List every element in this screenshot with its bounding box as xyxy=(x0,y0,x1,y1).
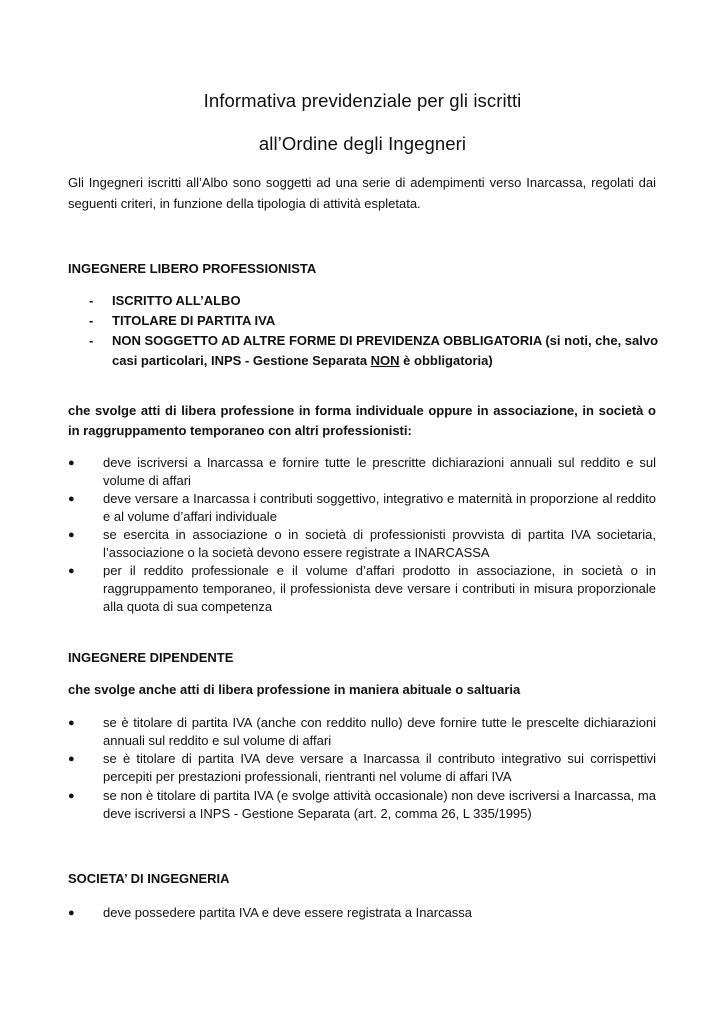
dash-list-item xyxy=(89,331,659,371)
dash-item-text: TITOLARE DI PARTITA IVA xyxy=(112,313,276,328)
bullet-item-text: per il reddito professionale e il volume d’affari prodotto in associazione, in società o in raggruppamento temporaneo, il professionista deve versare i contributi in misura proporzionale alla quota di sua competenza xyxy=(103,563,656,614)
bullet-icon: ● xyxy=(68,565,75,577)
bullet-list-item xyxy=(68,454,656,490)
dash-item-text-part: NON SOGGETTO AD ALTRE FORME DI PREVIDENZA OBBLIGATORIA (si noti, che, salvo casi particolari, INPS - Gestione Separata xyxy=(112,333,659,368)
bullet-item-text: se non è titolare di partita IVA (e svolge attività occasionale) non deve iscriversi a Inarcassa, ma deve iscriversi a INPS - Gestione Separata (art. 2, comma 26, L 335/1995) xyxy=(103,788,656,821)
section-subheading-libero: che svolge atti di libera professione in forma individuale oppure in associazione, in società o in raggruppamento temporaneo con altri professionisti: xyxy=(68,403,656,438)
bullet-list-item xyxy=(68,904,656,922)
dash-list-item xyxy=(89,311,659,331)
bullet-list-item xyxy=(68,526,656,562)
intro-paragraph: Gli Ingegneri iscritti all’Albo sono soggetti ad una serie di adempimenti verso Inarcassa, regolati dai seguenti criteri, in funzione della tipologia di attività espletata. xyxy=(68,175,656,211)
section-subheading-dipendente: che svolge anche atti di libera professione in maniera abituale o saltuaria xyxy=(68,682,521,697)
bullet-list-item xyxy=(68,787,656,823)
bullet-item-text: se esercita in associazione o in società di professionisti provvista di partita IVA societaria, l’associazione o la società devono essere registrate a INARCASSA xyxy=(103,527,656,560)
bullet-list-item xyxy=(68,714,656,750)
bullet-list-item xyxy=(68,750,656,786)
bullet-icon: ● xyxy=(68,790,75,802)
dash-item-text: ISCRITTO ALL’ALBO xyxy=(112,293,241,308)
section-heading-societa: SOCIETA’ DI INGEGNERIA xyxy=(68,871,230,886)
section-heading-dipendente: INGEGNERE DIPENDENTE xyxy=(68,650,234,665)
section-heading-libero: INGEGNERE LIBERO PROFESSIONISTA xyxy=(68,261,317,276)
bullet-item-text: se è titolare di partita IVA deve versare a Inarcassa il contributo integrativo sui corrispettivi percepiti per prestazioni professionali, rientranti nel volume di affari IVA xyxy=(103,751,656,784)
bullet-icon: ● xyxy=(68,493,75,505)
document-title-line-1: Informativa previdenziale per gli iscritti xyxy=(203,90,522,111)
bullet-list-item xyxy=(68,490,656,526)
bullet-icon: ● xyxy=(68,907,75,919)
bullet-list-item xyxy=(68,562,656,616)
bullet-icon: ● xyxy=(68,457,75,469)
dash-marker: - xyxy=(89,333,94,348)
bullet-icon: ● xyxy=(68,529,75,541)
document-title-line-2: all’Ordine degli Ingegneri xyxy=(258,133,467,154)
dash-list-item xyxy=(89,291,659,311)
bullet-item-text: deve possedere partita IVA e deve essere registrata a Inarcassa xyxy=(103,905,473,920)
dash-item-text xyxy=(112,331,659,371)
dash-marker: - xyxy=(89,293,94,308)
bullet-item-text: se è titolare di partita IVA (anche con reddito nullo) deve fornire tutte le prescelte dichiarazioni annuali sul reddito e sul volume di affari xyxy=(103,715,656,748)
bullet-icon: ● xyxy=(68,753,75,765)
dash-marker: - xyxy=(89,313,94,328)
bullet-item-text: deve iscriversi a Inarcassa e fornire tutte le prescritte dichiarazioni annuali sul reddito e sul volume di affari xyxy=(103,455,656,488)
bullet-item-text: deve versare a Inarcassa i contributi soggettivo, integrativo e maternità in proporzione al reddito e al volume d’affari individuale xyxy=(103,491,656,524)
dash-item-text-part: è obbligatoria) xyxy=(399,353,493,368)
underlined-non: NON xyxy=(370,353,400,368)
bullet-icon: ● xyxy=(68,717,75,729)
